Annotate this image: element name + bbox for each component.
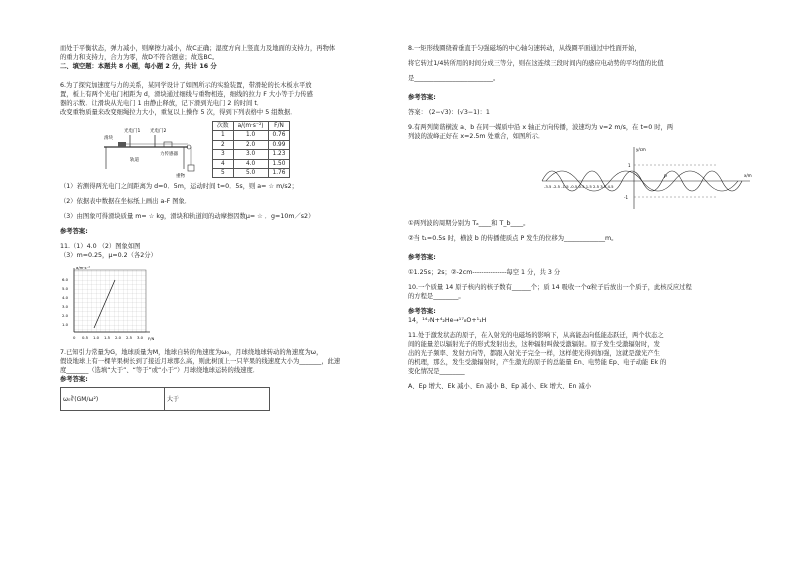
q9-subquestion: ①两列波的周期分别为 Tₐ____和 T_b____。 <box>408 220 530 227</box>
reference-answer-heading: 参考答案: <box>408 94 436 101</box>
table-row <box>213 150 290 159</box>
q8-text: 8.一矩形线圈绕着垂直于匀强磁场的中心轴匀速转动，从线圈平面通过中性面开始， <box>408 45 641 52</box>
apparatus-diagram <box>100 121 200 179</box>
table-header-row <box>213 122 290 131</box>
sensor-label: 力传感器 <box>160 152 178 157</box>
q9-text: 9.有两列简谐横波 a、b 在同一媒质中沿 x 轴正方向传播，波速均为 v=2 m/s，在 t=0 时，两 <box>408 124 674 131</box>
q6-figures <box>100 121 390 179</box>
q10-text: 的方程是________。 <box>408 293 465 300</box>
table-header: F/N <box>268 122 290 131</box>
point-p-label: P <box>664 175 667 180</box>
table-cell: 1.23 <box>268 150 290 159</box>
answer-cell: 大于 <box>165 388 270 411</box>
table-cell: 4 <box>213 159 234 168</box>
q6-subquestion: （3）由图象可得滑块质量 m= ☆ kg，滑块和轨道间的动摩擦因数μ= ☆ ．g=10m／s2） <box>60 213 315 220</box>
q6-subquestion: （1）若测得两光电门之间距离为 d=0．5m，运动时间 t=0．5s，则 a= ☆ m/s2； <box>60 183 298 190</box>
rail-label: 轨道 <box>130 158 139 163</box>
wave-ytick: 1 <box>628 163 631 168</box>
q10-text: 10.一个质量 14 原子核内的核子数有______个；质 14 吸收一个α粒子后放出一个质子，此核反应过程 <box>408 284 692 291</box>
table-row <box>213 131 290 140</box>
table-cell: 3.0 <box>233 150 268 159</box>
q6-text: 置，板上有两个光电门相距为 d，滑块通过细线与重物相连，细线的拉力 F 大小等于力传感 <box>60 91 313 98</box>
gate2-label: 光电门2 <box>150 129 167 134</box>
q7-text: 度_______（选填“大于”、“等于”或“小于”）月球绕地球运转的线速度． <box>60 367 260 374</box>
x-tick: 2.5 <box>126 335 133 340</box>
q6-text: 器的示数．让滑块从光电门 1 由静止释放，记下滑到光电门 2 的时间 t． <box>60 100 264 107</box>
table-cell: 0.76 <box>268 131 290 140</box>
reference-answer-heading: 参考答案: <box>408 308 436 315</box>
q9-text: 列波的波峰正好在 x=2.5m 处重合，如图所示． <box>408 133 545 140</box>
x-tick: 1.5 <box>104 335 111 340</box>
table-row <box>213 140 290 149</box>
table-cell: 5 <box>213 169 234 178</box>
q7-text: 假设地球上有一棵苹果树长到了接近月球那么高，则此树顶上一只苹果的线速度大小为_______，此速 <box>60 358 341 365</box>
q7-answer-table <box>60 387 270 411</box>
q9-subquestion: ②当 t₁=0.5s 时，横波 b 的传播使质点 P 发生的位移为_____________m。 <box>408 235 618 242</box>
q6-subquestion: （2）依据表中数据在坐标纸上画出 a-F 图象． <box>60 198 192 205</box>
left-column <box>60 44 390 411</box>
section-heading: 二、填空题：本题共 8 小题，每小题 2 分，共计 16 分 <box>60 63 217 70</box>
q8-text: 是_________________________。 <box>408 75 500 82</box>
y-tick: 1.0 <box>62 322 69 327</box>
slider-block <box>118 142 126 147</box>
answer-line: ①1.25s；2s；②-2cm---------------每空 1 分，共 3 分 <box>408 269 561 276</box>
block-label: 滑块 <box>104 136 113 141</box>
y-tick: 4.0 <box>62 295 69 300</box>
q11-text: 变化情况是________ <box>408 368 465 375</box>
table-header: 次数 <box>213 122 234 131</box>
q11-text: 11.处于激发状态的原子，在入射光的电磁场的影响下，从高能态向低能态跃迁，两个状态之 <box>408 332 664 339</box>
table-cell: 0.99 <box>268 140 290 149</box>
x-tick: 2.0 <box>115 335 122 340</box>
wave-xticks: -3.5 -2.5 -1.5 -0.5 0.5 1.5 2.5 3.5 4.5 <box>544 184 614 189</box>
q6-text: 6.为了探究加速度与力的关系，某同学设计了如图所示的实验装置，带滑轮的长木板水平放 <box>60 82 312 89</box>
wave-ytick: -1 <box>624 195 628 200</box>
table-cell: 2.0 <box>233 140 268 149</box>
q11-text: 间的能量差以辐射光子的形式发射出去，这种辐射叫做受激辐射。原子发生受激辐射时，发 <box>408 341 660 348</box>
graph-grid <box>74 270 146 332</box>
wave-diagram <box>538 143 758 213</box>
x-tick: 1.0 <box>93 335 100 340</box>
table-cell: 1.76 <box>268 169 290 178</box>
table-cell: 3 <box>213 150 234 159</box>
x-tick: 0.5 <box>82 335 89 340</box>
answer-line: 答案： (2−√3)：(√3−1)：1 <box>408 109 490 116</box>
table-row <box>213 169 290 178</box>
q8-text: 将它转过1/4转所用的时间分成三等分，则在这连续三段时间内的感应电动势的平均值的比值 <box>408 60 664 67</box>
table-row <box>213 159 290 168</box>
answer-line: 11.（1）4.0 （2）图象如图 <box>60 243 141 250</box>
wave-ylabel: y/cm <box>636 147 646 152</box>
answer-line: 14，¹⁴₇N+⁴₂He→¹⁷₈O+¹₁H <box>408 317 487 324</box>
data-table <box>212 121 290 178</box>
table-header: a/(m·s⁻²) <box>233 122 268 131</box>
wave-xlabel: x/m <box>744 173 752 178</box>
table-cell: 5.0 <box>233 169 268 178</box>
graph-ylabel: a/m·s⁻² <box>76 265 91 270</box>
table-cell: 1.0 <box>233 131 268 140</box>
intro-line: 而处于平衡状态，弹力减小，则摩擦力减小，故C正确；湿度方向上竖直力及地面的支持力，再物体 <box>60 45 336 52</box>
q7-text: 7.已知引力常量为G，地球质量为M，地球自转的角速度为ω₀，月球绕地球转动的角速度为ω， <box>60 349 323 356</box>
y-tick: 2.0 <box>62 313 69 318</box>
y-tick: 3.0 <box>62 304 69 309</box>
reference-answer-heading: 参考答案: <box>408 254 436 261</box>
y-tick: 6.0 <box>62 277 69 282</box>
answer-cell: ω₀∛(GM/ω²) <box>61 388 165 411</box>
reference-answer-heading: 参考答案: <box>60 228 88 235</box>
right-column <box>408 44 752 391</box>
q6-text: 改变重物质量来改变细绳拉力大小，重复以上操作 5 次，得到下列表格中 5 组数据． <box>60 109 297 116</box>
x-tick: 0 <box>73 335 76 340</box>
gate1-label: 光电门1 <box>124 129 141 134</box>
q11-text: 的机理，那么，发生受激辐射时，产生激光的原子的总能量 En、电势能 Ep、电子动能 Ek 的 <box>408 359 667 366</box>
graph-xlabel: F/N <box>148 336 155 341</box>
table-cell: 1 <box>213 131 234 140</box>
table-cell: 4.0 <box>233 159 268 168</box>
intro-line: 的重力和支持力，合力为零，故D不符合题意；故选BC。 <box>60 54 219 61</box>
table-cell: 2 <box>213 140 234 149</box>
table-cell: 1.50 <box>268 159 290 168</box>
weight-label: 重物 <box>176 174 185 179</box>
answer-line: （3）m=0.25，μ=0.2（各2分） <box>60 252 157 259</box>
reference-answer-heading: 参考答案: <box>60 376 88 383</box>
y-tick: 5.0 <box>62 286 69 291</box>
af-graph <box>60 262 170 344</box>
q11-text: 出的光子频率、发射方向等，都跟入射光子完全一样，这样使光得到加强，这就是激光产生 <box>408 350 660 357</box>
q11-options: A、Ep 增大、Ek 减小、En 减小 B、Ep 减小、Ek 增大、En 减小 <box>408 383 592 390</box>
x-tick: 3.0 <box>137 335 144 340</box>
